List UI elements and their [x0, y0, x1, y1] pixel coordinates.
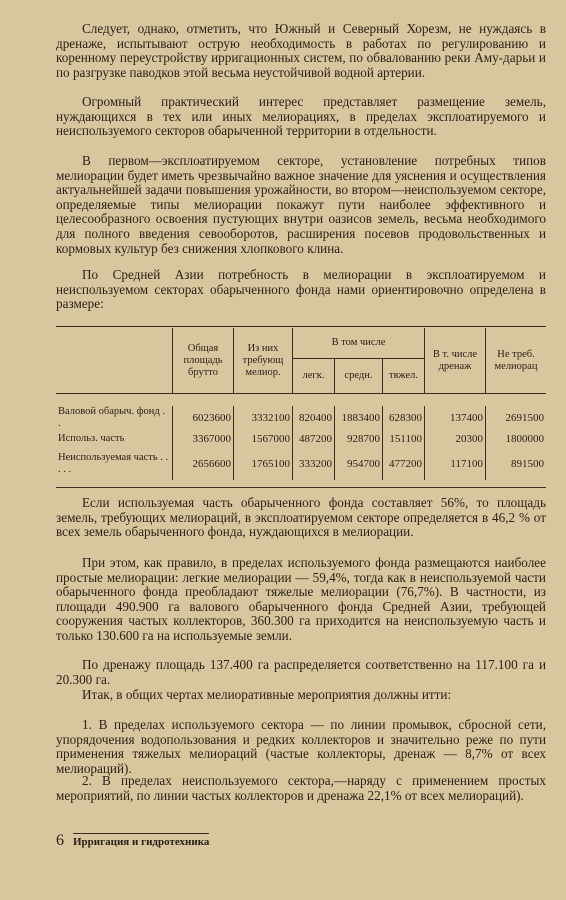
header-col-5: тяжел. — [383, 359, 425, 394]
running-title: Ирригация и гидротехника — [73, 833, 209, 848]
paragraph-3: В первом—эксплоатируемом секторе, установление потребных типов мелиорации будет иметь чрезвычайно важное значение для уяснения и осуществления актуальнейшей задачи повышения урожайности, во втором—неиспользуемом секторе, определяемые типы мелиорации покажут пути наиболее эффективного и целесообразного освоения пустующих внутри оазисов земель, весьма необходимого для полного введения севооборотов, расширения посевов продовольственных и кормовых культур без снижения хлопкового клина. — [56, 153, 546, 256]
data-table — [56, 328, 546, 480]
table-header-row — [56, 328, 546, 359]
list-item: 2. В пределах неиспользуемого сектора,—наряду с применением простых мероприятий, по линии частых коллекторов и дренажа 22,1% от всех мелиораций). — [56, 773, 546, 803]
header-col-7: Не треб. мелиорац — [486, 328, 547, 394]
header-col-6: В т. числе дренаж — [425, 328, 486, 394]
paragraph-1: Следует, однако, отметить, что Южный и Северный Хорезм, не нуждаясь в дренаже, испытывают острую необходимость в работах по регулированию и коренному переустройству ирригационных систем, по обвалованию реки Аму-дарьи и по разгрузке паводков этой весьма неустойчивой водной артерии. — [56, 21, 546, 80]
paragraph-2: Огромный практический интерес представляет размещение земель, нуждающихся в тех или иных мелиорациях, в пределах эксплоатируемого и неиспользуемого секторов обарыченной территории в отдельности. — [56, 94, 546, 139]
table-bottom-rule — [56, 487, 546, 488]
page-footer — [56, 832, 209, 850]
paragraph-5: Если используемая часть обарыченного фонда составляет 56%, то площадь земель, требующих мелиораций, в эксплоатируемом секторе определяется в 46,2 % от всех земель обарыченного фонда, нуждающихся в мелиорации. — [56, 495, 546, 540]
header-col-3: легк. — [293, 359, 335, 394]
paragraph-8: Итак, в общих чертах мелиоративные мероприятия должны итти: — [82, 687, 452, 702]
header-col-1: Общая площадь брутто — [173, 328, 234, 394]
list-item: 1. В пределах используемого сектора — по линии промывок, сбросной сети, упорядочения водопользования и редких коллекторов и значительно реже по пути применения тяжелых мелиораций (частые коллекторы, дренаж — 8,7% от всех мелиораций). — [56, 717, 546, 776]
header-col-4: средн. — [334, 359, 382, 394]
paragraph-6: При этом, как правило, в пределах используемого фонда размещаются наиболее простые мелиорации: легкие мелиорации — 59,4%, тогда как в неиспользуемой части обарыченного фонда преобладают тяжелые мелиорации (76,7%). В частности, из площади 490.900 га валового обарыченного фонда Средней Азии, требующей сооружения частых коллекторов, 360.300 га приходится на неиспользуемую часть и только 130.600 га на используемые земли. — [56, 555, 546, 643]
paragraph-7: По дренажу площадь 137.400 га распределяется соответственно на 117.100 га и 20.300 га. — [56, 657, 546, 687]
table-top-rule — [56, 326, 546, 327]
header-group: В том числе — [293, 328, 425, 359]
header-col-2: Из них требующ мелиор. — [234, 328, 293, 394]
header-empty — [56, 328, 173, 394]
table-row: Неиспользуемая часть . . . . . 2656600 1765100 333200 954700 477200 117100 891500 — [56, 448, 546, 480]
table-row: Использ. часть 3367000 1567000 487200 928700 151100 20300 1800000 — [56, 430, 546, 448]
table-row: Валовой обарыч. фонд . . 6023600 3332100 820400 1883400 628300 137400 2691500 — [58, 405, 544, 429]
paragraph-4: По Средней Азии потребность в мелиорации в эксплоатируемом и неиспользуемом секторах обарыченного фонда нами ориентировочно определена в размере: — [56, 267, 546, 312]
page-number: 6 — [56, 832, 64, 849]
